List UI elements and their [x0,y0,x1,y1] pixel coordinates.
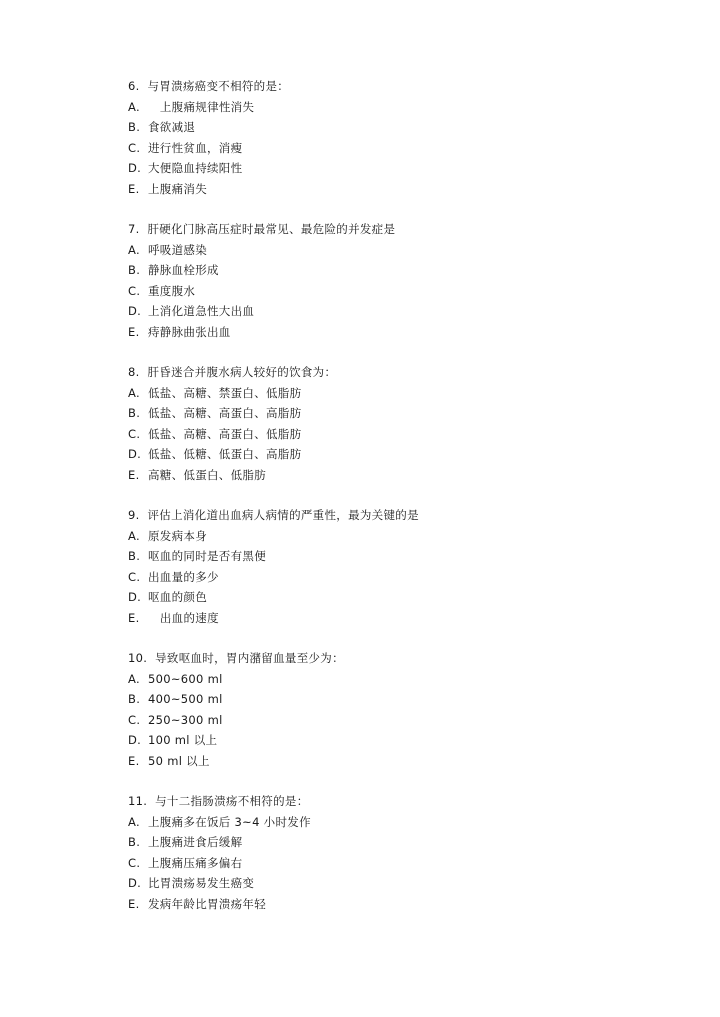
option-e [128,322,688,343]
option-e [128,751,688,772]
option-letter: B. [128,263,141,277]
option-letter: D. [128,590,142,604]
option-text: 低盐、高糖、禁蛋白、低脂肪 [148,385,302,400]
option-letter: B. [128,406,141,420]
option-text: 静脉血栓形成 [148,263,219,277]
question-10 [128,648,688,771]
option-letter: B. [128,835,141,849]
question-8 [128,362,688,485]
option-text: 400~500 ml [148,692,223,706]
option-letter: C. [128,426,141,441]
option-d [128,873,688,894]
option-letter: E. [128,753,140,768]
option-text: 100 ml 以上 [148,733,218,747]
question-11 [128,791,688,914]
option-letter: C. [128,140,141,155]
option-text: 呕血的颜色 [148,590,207,604]
option-text: 上腹痛规律性消失 [148,99,255,114]
question-stem: 11. 与十二指肠溃疡不相符的是： [128,794,309,808]
option-text: 出血量的多少 [148,569,219,584]
option-e [128,465,688,486]
question-stem: 10. 导致呕血时，胃内潴留血量至少为： [128,651,344,665]
option-text: 上腹痛消失 [148,181,207,196]
option-text: 出血的速度 [148,610,219,625]
option-text: 呕血的同时是否有黑便 [148,549,266,563]
option-text: 进行性贫血，消瘦 [148,140,243,155]
option-text: 低盐、低糖、低蛋白、高脂肪 [148,447,302,461]
option-letter: A. [128,242,140,257]
option-letter: D. [128,447,142,461]
option-letter: D. [128,161,142,175]
question-stem: 9. 评估上消化道出血病人病情的严重性，最为关键的是 [128,508,419,522]
option-text: 食欲减退 [148,120,196,134]
option-text: 上腹痛进食后缓解 [148,835,243,849]
option-text: 比胃溃疡易发生癌变 [148,876,255,890]
option-letter: C. [128,569,141,584]
option-e [128,179,688,200]
option-a [128,812,688,833]
option-letter: E. [128,467,140,482]
option-text: 重度腹水 [148,283,196,298]
option-text: 上消化道急性大出血 [148,304,255,318]
option-b [128,546,688,567]
option-text: 发病年龄比胃溃疡年轻 [148,896,266,911]
option-c [128,281,688,302]
option-letter: E. [128,896,140,911]
option-text: 上腹痛多在饭后 3~4 小时发作 [148,814,311,829]
option-letter: A. [128,385,140,400]
option-c [128,853,688,874]
option-text: 50 ml 以上 [148,753,210,768]
option-letter: E. [128,610,140,625]
option-e [128,894,688,915]
option-letter: C. [128,712,141,727]
option-a [128,669,688,690]
option-text: 痔静脉曲张出血 [148,324,231,339]
option-text: 高糖、低蛋白、低脂肪 [148,467,266,482]
option-b [128,689,688,710]
option-letter: B. [128,120,141,134]
option-text: 500~600 ml [148,671,223,686]
question-stem: 6. 与胃溃疡癌变不相符的是： [128,79,290,93]
option-letter: C. [128,283,141,298]
option-c [128,138,688,159]
option-letter: B. [128,692,141,706]
option-letter: B. [128,549,141,563]
option-letter: A. [128,814,140,829]
option-a [128,97,688,118]
question-7 [128,219,688,342]
option-letter: D. [128,733,142,747]
option-letter: E. [128,181,140,196]
option-d [128,730,688,751]
option-d [128,301,688,322]
question-stem: 8. 肝昏迷合并腹水病人较好的饮食为： [128,365,337,379]
option-letter: E. [128,324,140,339]
question-6 [128,76,688,199]
option-letter: A. [128,99,140,114]
option-d [128,587,688,608]
option-letter: C. [128,855,141,870]
option-d [128,158,688,179]
question-stem: 7. 肝硬化门脉高压症时最常见、最危险的并发症是 [128,222,396,236]
option-c [128,424,688,445]
option-letter: A. [128,671,140,686]
option-text: 原发病本身 [148,528,207,543]
document-page [128,76,688,934]
option-text: 上腹痛压痛多偏右 [148,855,243,870]
option-text: 250~300 ml [148,712,223,727]
option-text: 低盐、高糖、高蛋白、低脂肪 [148,426,302,441]
option-letter: A. [128,528,140,543]
option-b [128,832,688,853]
option-c [128,710,688,731]
option-c [128,567,688,588]
option-b [128,403,688,424]
option-letter: D. [128,304,142,318]
option-a [128,526,688,547]
option-text: 低盐、高糖、高蛋白、高脂肪 [148,406,302,420]
option-d [128,444,688,465]
option-a [128,383,688,404]
option-text: 呼吸道感染 [148,242,207,257]
option-b [128,117,688,138]
question-9 [128,505,688,628]
option-b [128,260,688,281]
option-a [128,240,688,261]
option-text: 大便隐血持续阳性 [148,161,243,175]
option-letter: D. [128,876,142,890]
option-e [128,608,688,629]
